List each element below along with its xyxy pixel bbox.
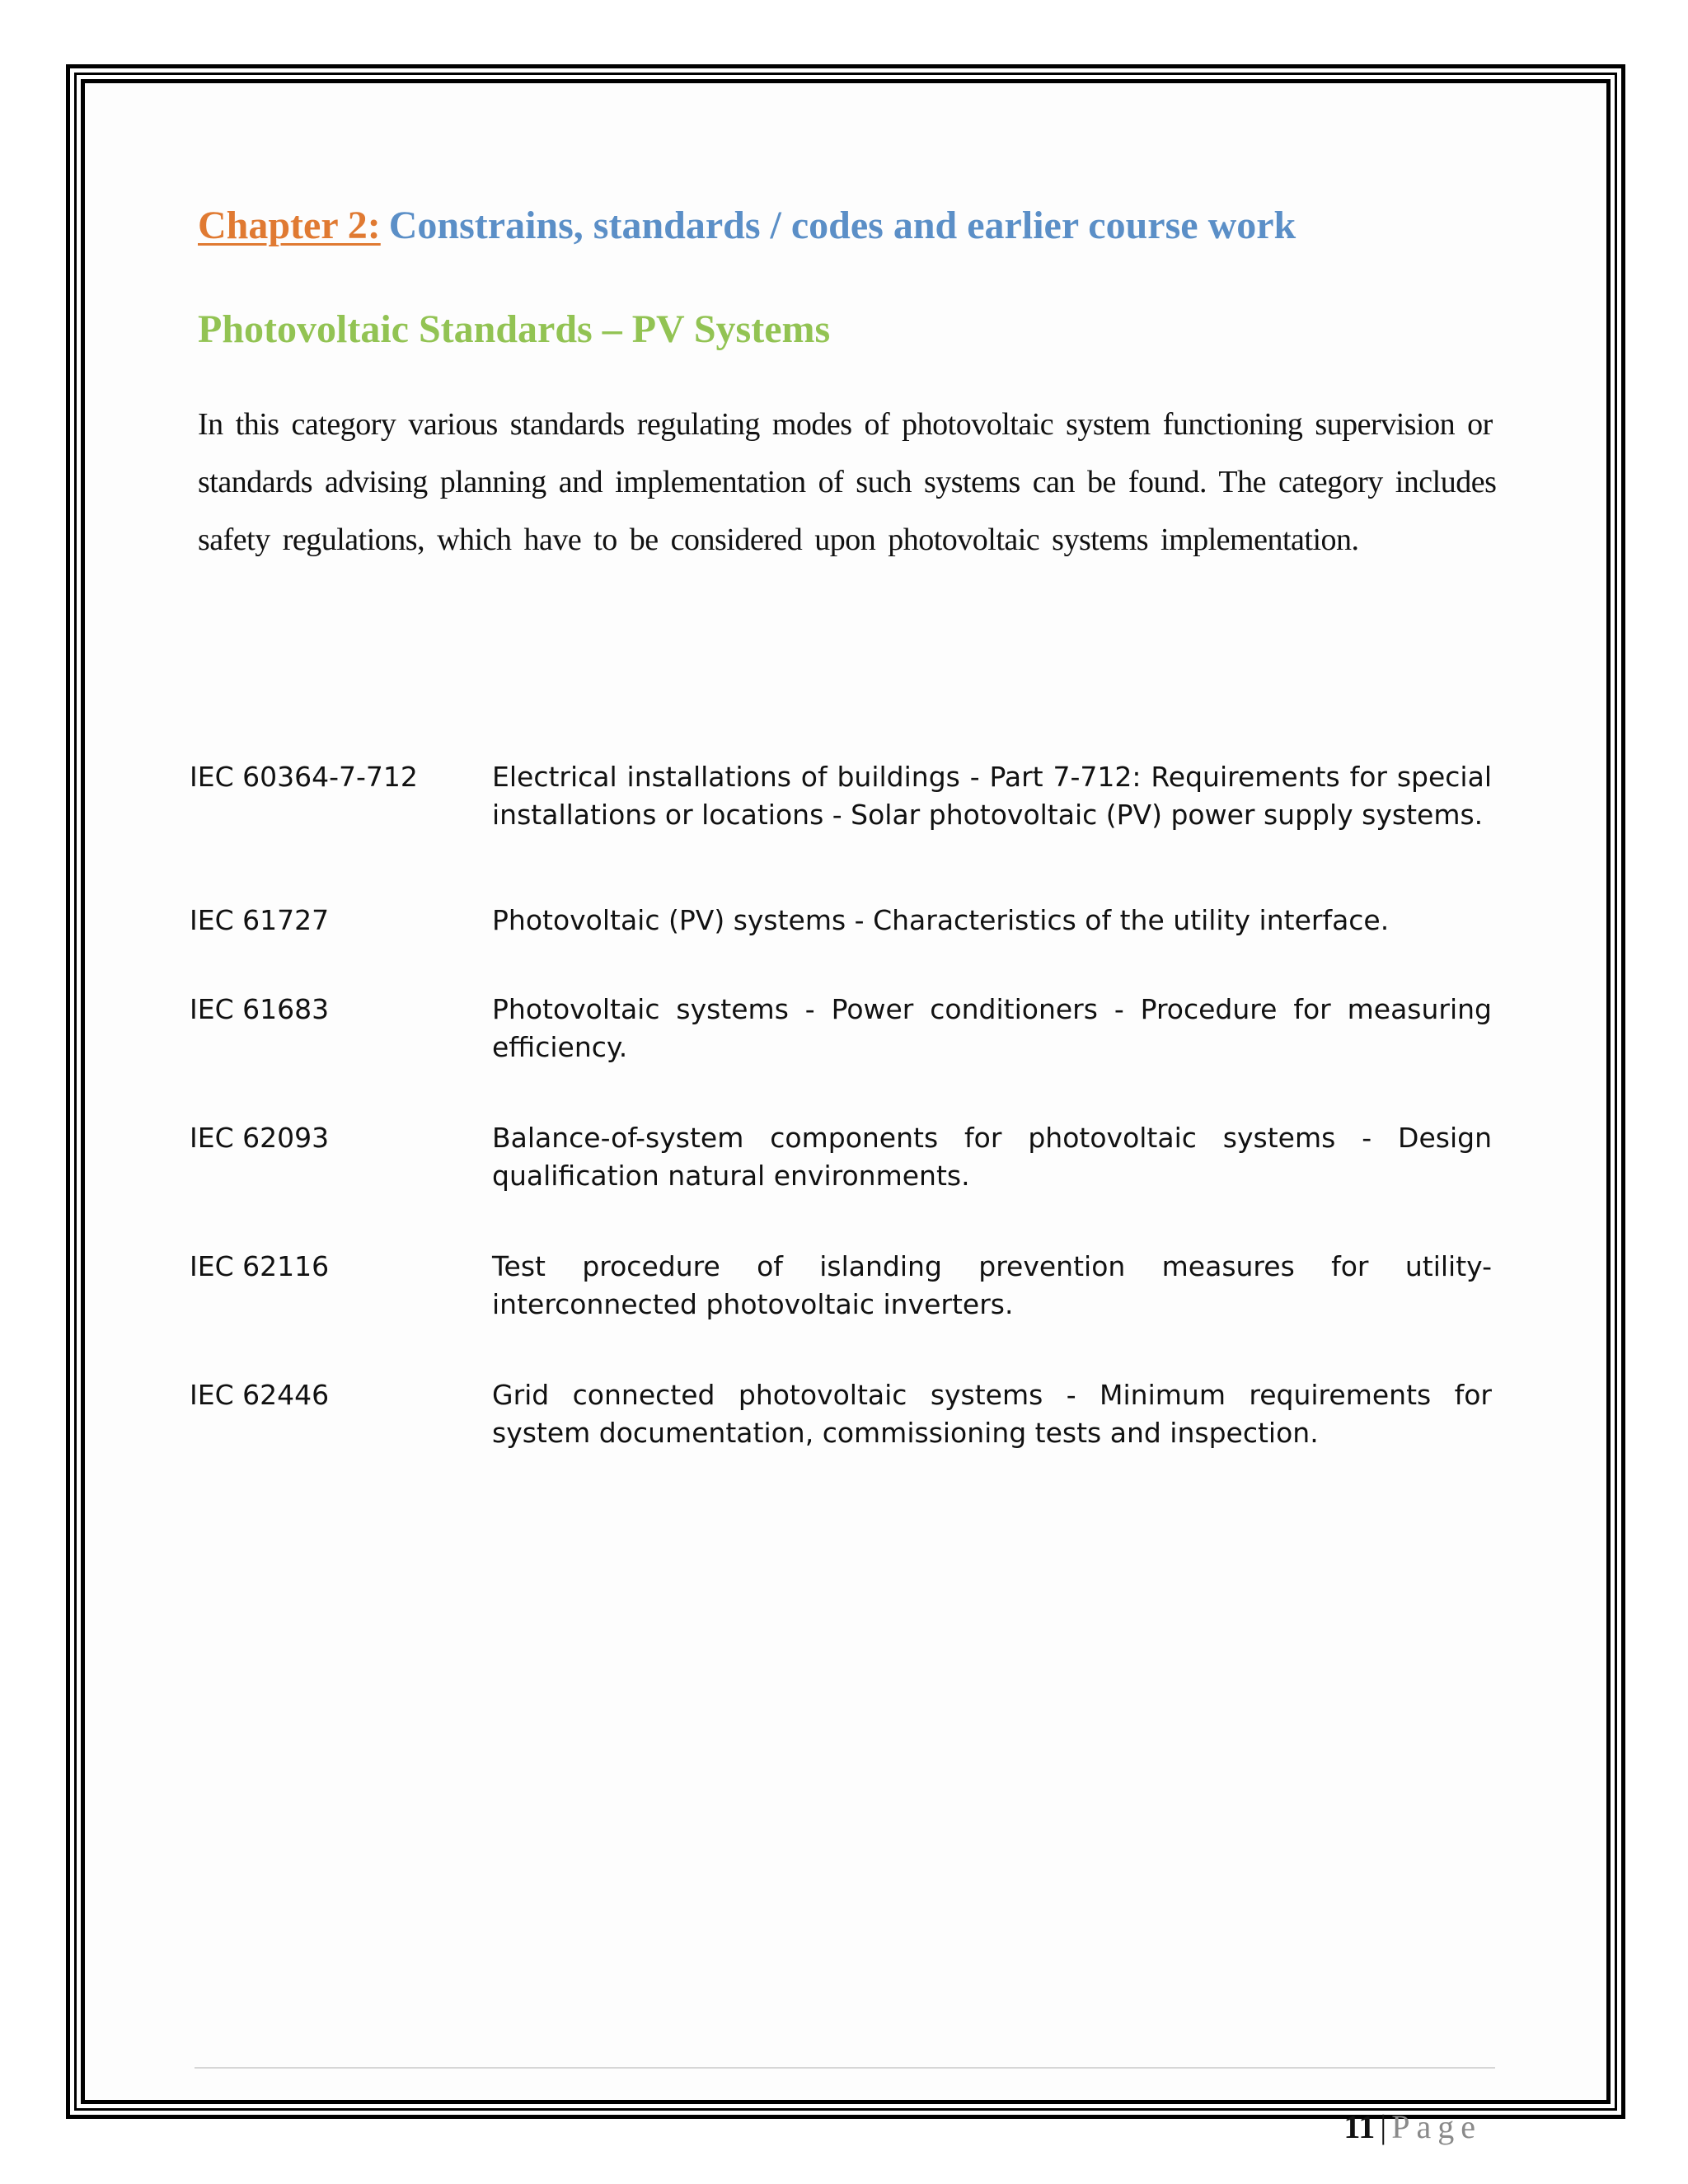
standard-row xyxy=(190,1376,1492,1475)
standard-description: Balance-of-system components for photovoltaic systems - Design qualification natural environments. xyxy=(492,1122,1492,1192)
standard-code: IEC 61727 xyxy=(190,904,330,936)
standard-row xyxy=(190,991,1492,1119)
standard-description: Photovoltaic systems - Power conditioners - Procedure for measuring efficiency. xyxy=(492,993,1492,1063)
section-heading: Photovoltaic Standards – PV Systems xyxy=(198,307,831,351)
standards-list xyxy=(190,758,1492,1475)
chapter-label: Chapter 2: xyxy=(198,204,381,247)
intro-paragraph: In this category various standards regulating modes of photovoltaic system functioning supervision or standards advising planning and implementation of such systems can be found. The category includes safety regulations, which have to be considered upon photovoltaic systems implementation. xyxy=(198,407,1497,557)
standard-description: Electrical installations of buildings - Part 7-712: Requirements for special installations or locations - Solar photovoltaic (PV) power supply systems. xyxy=(492,761,1492,831)
standard-description: Photovoltaic (PV) systems - Characteristics of the utility interface. xyxy=(492,904,1390,936)
standard-code: IEC 62093 xyxy=(190,1122,330,1154)
page-separator: | xyxy=(1380,2108,1387,2145)
standard-code: IEC 62446 xyxy=(190,1379,330,1411)
footer-divider xyxy=(195,2067,1495,2069)
standard-row xyxy=(190,1119,1492,1248)
standard-code: IEC 60364-7-712 xyxy=(190,761,418,793)
chapter-heading xyxy=(198,198,1517,254)
page-number: 11 xyxy=(1343,2108,1376,2145)
page-footer xyxy=(1343,2107,1482,2148)
standard-code: IEC 61683 xyxy=(190,993,330,1025)
page-label: Page xyxy=(1391,2108,1482,2145)
chapter-title: Constrains, standards / codes and earlier course work xyxy=(388,204,1296,247)
standard-row xyxy=(190,902,1492,991)
standard-row xyxy=(190,758,1492,902)
standard-code: IEC 62116 xyxy=(190,1250,330,1282)
standard-row xyxy=(190,1248,1492,1376)
standard-description: Test procedure of islanding prevention measures for utility-interconnected photovoltaic inverters. xyxy=(492,1250,1492,1320)
standard-description: Grid connected photovoltaic systems - Minimum requirements for system documentation, commissioning tests and inspection. xyxy=(492,1379,1492,1449)
